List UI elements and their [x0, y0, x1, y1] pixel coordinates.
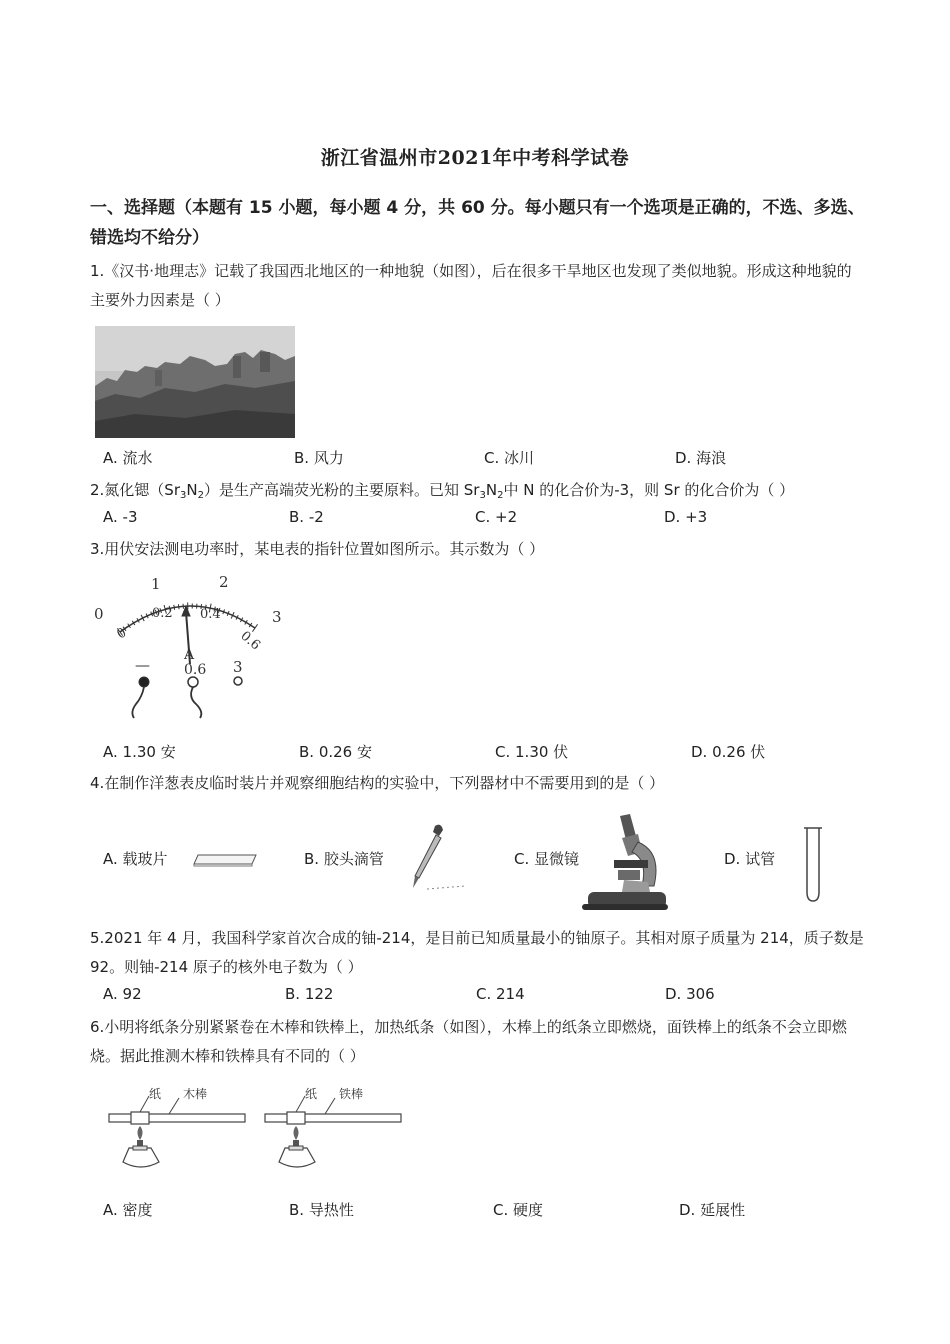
- option-b[interactable]: B. 风力: [294, 449, 344, 467]
- question-1-options: [103, 447, 873, 471]
- option-b[interactable]: B. 导热性: [289, 1201, 354, 1219]
- option-a[interactable]: A. 流水: [103, 449, 153, 467]
- scale-label-upper-2: 2: [219, 573, 229, 591]
- option-b[interactable]: B. 胶头滴管: [304, 850, 384, 868]
- label-iron-rod: 铁棒: [339, 1087, 364, 1101]
- scale-label-upper-3: 3: [272, 608, 282, 626]
- scale-tick: [252, 624, 257, 631]
- label-paper-right: 纸: [305, 1087, 318, 1101]
- label-paper-left: 纸: [149, 1087, 162, 1101]
- scale-label-upper-1: 1: [151, 575, 161, 593]
- unit-label: A: [184, 647, 195, 663]
- section-heading: 一、选择题（本题有 15 小题，每小题 4 分，共 60 分。每小题只有一个选项是正确的，不选、多选、错选均不给分）: [90, 198, 865, 248]
- terminal-3: 3: [233, 658, 243, 676]
- option-d[interactable]: D. 海浪: [675, 449, 727, 467]
- question-3-options: [103, 741, 873, 765]
- option-b[interactable]: B. 0.26 安: [299, 743, 372, 761]
- test-tube-icon: [800, 826, 826, 904]
- scale-label-lower-3: 0.6: [237, 628, 263, 654]
- scale-tick: [178, 604, 179, 609]
- scale-tick: [174, 605, 175, 610]
- option-d[interactable]: D. 0.26 伏: [691, 743, 766, 761]
- question-2-text: 2.氮化锶$(Sr_3N_2)$是生产高端荧光粉的主要原料。已知 $Sr_3N_2$中 N 的化合价为-3，则 Sr 的化合价为（ ）: [90, 481, 795, 501]
- option-a[interactable]: A. 密度: [103, 1201, 153, 1219]
- option-d[interactable]: D. +3: [664, 508, 708, 526]
- option-d[interactable]: D. 试管: [724, 850, 776, 868]
- question-5-options: [103, 985, 873, 1009]
- terminal-negative: —: [135, 656, 150, 674]
- dropper-icon: [405, 822, 477, 892]
- option-c[interactable]: C. 冰川: [484, 449, 535, 467]
- burning-experiment-figure: [105, 1084, 405, 1179]
- question-4-text: 4.在制作洋葱表皮临时装片并观察细胞结构的实验中，下列器材中不需要用到的是（ ）: [90, 774, 665, 792]
- option-c[interactable]: C. 214: [476, 985, 525, 1003]
- scale-label-lower-1: 0.2: [152, 606, 173, 621]
- label-wood-rod: 木棒: [183, 1087, 208, 1101]
- question-6-text: 6.小明将纸条分别紧紧卷在木棒和铁棒上，加热纸条（如图），木棒上的纸条立即燃烧，面铁棒上的纸条不会立即燃烧。据此推测木棒和铁棒具有不同的（ ）: [90, 1018, 847, 1065]
- question-3-text: 3.用伏安法测电功率时，某电表的指针位置如图所示。其示数为（ ）: [90, 540, 545, 558]
- microscope-icon: [578, 812, 670, 912]
- option-a[interactable]: A. 92: [103, 985, 142, 1003]
- option-b[interactable]: B. 122: [285, 985, 334, 1003]
- scale-label-upper-0: 0: [94, 605, 104, 623]
- option-a[interactable]: A. 1.30 安: [103, 743, 176, 761]
- landform-photo: [95, 326, 295, 438]
- option-c[interactable]: C. 显微镜: [514, 850, 580, 868]
- option-d[interactable]: D. 306: [665, 985, 715, 1003]
- option-b[interactable]: B. -2: [289, 508, 324, 526]
- ammeter-figure: [90, 572, 290, 722]
- terminal-0-6: 0.6: [184, 662, 207, 678]
- question-6-options: [103, 1199, 873, 1223]
- option-c[interactable]: C. 1.30 伏: [495, 743, 569, 761]
- option-c[interactable]: C. 硬度: [493, 1201, 544, 1219]
- option-a[interactable]: A. -3: [103, 508, 138, 526]
- question-5-text: 5.2021 年 4 月，我国科学家首次合成的铀-214，是目前已知质量最小的铀原子。其相对原子质量为 214，质子数是 92。则铀-214 原子的核外电子数为（ ）: [90, 929, 864, 976]
- question-2-options: [103, 508, 873, 532]
- option-a[interactable]: A. 载玻片: [103, 850, 168, 868]
- glass-slide-icon: [192, 852, 258, 866]
- page-title: 浙江省温州市2021年中考科学试卷: [320, 147, 630, 169]
- option-d[interactable]: D. 延展性: [679, 1201, 746, 1219]
- scale-label-lower-0: 0: [114, 625, 130, 643]
- scale-label-lower-2: 0.4: [200, 607, 221, 622]
- question-1-text: 1.《汉书·地理志》记载了我国西北地区的一种地貌（如图），后在很多干旱地区也发现了类似地貌。形成这种地貌的主要外力因素是（ ）: [90, 262, 852, 309]
- option-c[interactable]: C. +2: [475, 508, 518, 526]
